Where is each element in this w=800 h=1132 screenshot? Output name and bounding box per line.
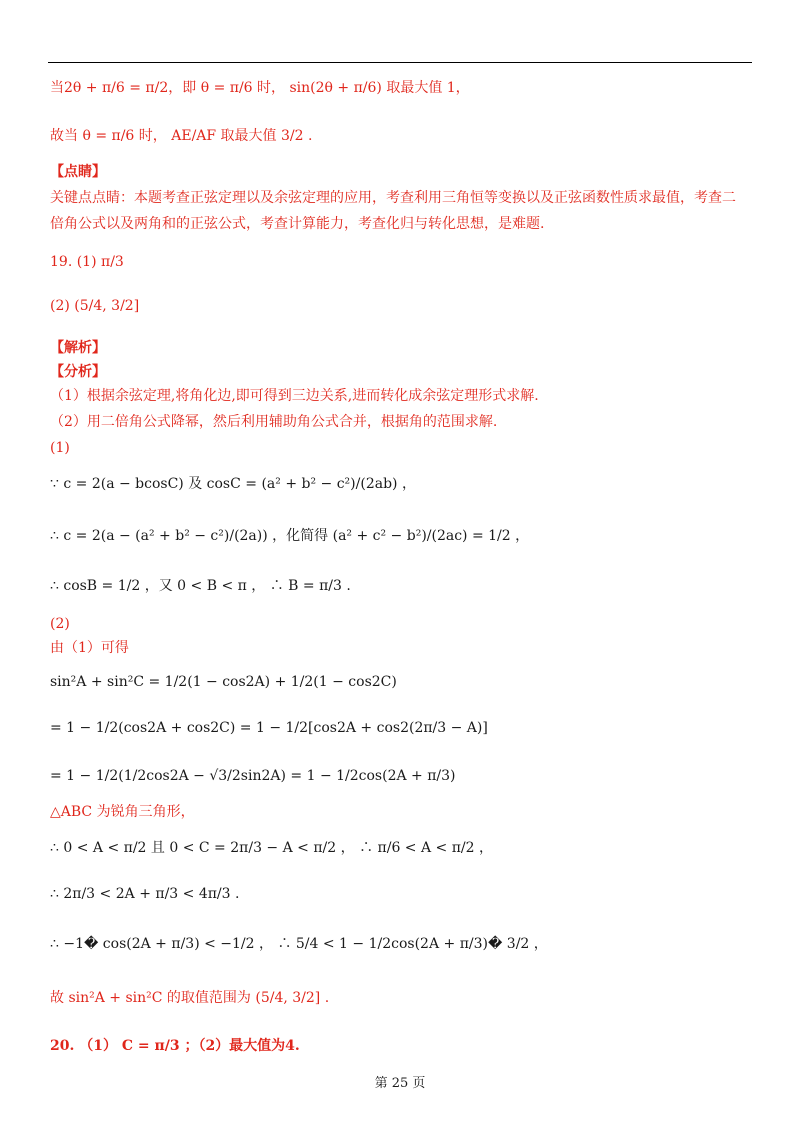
part2-line-h: 故 sin²A + sin²C 的取值范围为 (5/4, 3/2] .	[50, 990, 330, 1006]
q20-answer: 20. （1） C = π/3 ；（2）最大值为4.	[50, 1038, 300, 1054]
part1-label: (1)	[50, 440, 70, 456]
jiexi-tag: 【解析】	[50, 340, 106, 356]
fenxi-2: （2）用二倍角公式降幂，然后利用辅助角公式合并，根据角的范围求解.	[50, 414, 498, 430]
header-rule	[48, 62, 752, 63]
part1-line-b: ∴ c = 2(a − (a² + b² − c²)/(2a)) ，化简得 (a² + c² − b²)/(2ac) = 1/2 ，	[50, 528, 530, 544]
part2-line-d: △ABC 为锐角三角形，	[50, 804, 195, 820]
dianjing-tag: 【点睛】	[50, 164, 106, 180]
part2-intro: 由（1）可得	[50, 640, 129, 656]
part1-line-c: ∴ cosB = 1/2 ，又 0 < B < π ， ∴ B = π/3 .	[50, 578, 351, 594]
part2-line-f: ∴ 2π/3 < 2A + π/3 < 4π/3 .	[50, 886, 240, 902]
part2-line-c: = 1 − 1/2(1/2cos2A − √3/2sin2A) = 1 − 1/2cos(2A + π/3)	[50, 768, 456, 784]
part2-line-e: ∴ 0 < A < π/2 且 0 < C = 2π/3 − A < π/2 ， ∴ π/6 < A < π/2 ，	[50, 840, 493, 856]
line-1: 当2θ + π/6 = π/2，即 θ = π/6 时， sin(2θ + π/6) 取最大值 1，	[50, 80, 470, 96]
dianjing-text-2: 倍角公式以及两角和的正弦公式，考查计算能力，考查化归与转化思想，是难题.	[50, 216, 545, 232]
part2-line-a: sin²A + sin²C = 1/2(1 − cos2A) + 1/2(1 − cos2C)	[50, 674, 397, 690]
fenxi-1: （1）根据余弦定理,将角化边,即可得到三边关系,进而转化成余弦定理形式求解.	[50, 388, 539, 404]
part2-label: (2)	[50, 616, 70, 632]
part1-line-a: ∵ c = 2(a − bcosC) 及 cosC = (a² + b² − c²)/(2ab) ，	[50, 476, 416, 492]
line-2: 故当 θ = π/6 时， AE/AF 取最大值 3/2 .	[50, 128, 313, 144]
q19-part2-answer: (2) (5/4, 3/2]	[50, 298, 140, 314]
q19-part1-answer: 19. (1) π/3	[50, 254, 124, 270]
part2-line-g: ∴ −1� cos(2A + π/3) < −1/2 ， ∴ 5/4 < 1 − 1/2cos(2A + π/3)� 3/2 ，	[50, 936, 548, 952]
dianjing-text-1: 关键点点睛：本题考查正弦定理以及余弦定理的应用，考查利用三角恒等变换以及正弦函数性质求最值，考查二	[50, 190, 736, 206]
page-number: 第 25 页	[374, 1076, 426, 1091]
fenxi-tag: 【分析】	[50, 364, 106, 380]
part2-line-b: = 1 − 1/2(cos2A + cos2C) = 1 − 1/2[cos2A + cos2(2π/3 − A)]	[50, 720, 488, 736]
